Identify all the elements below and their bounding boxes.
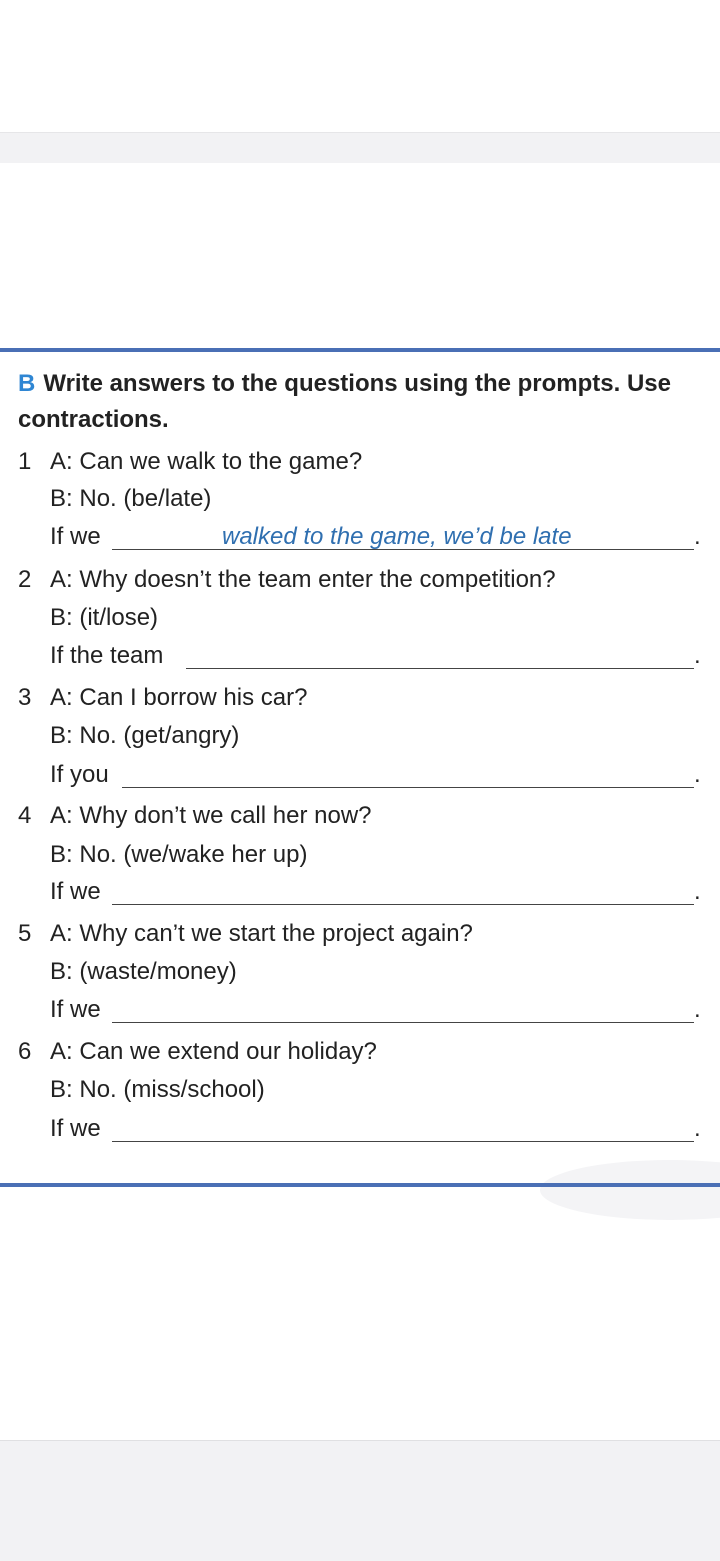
answer-stem: If we bbox=[50, 1115, 101, 1142]
prompt-text: No. (be/late) bbox=[79, 485, 212, 512]
prompt-text: (it/lose) bbox=[79, 604, 159, 631]
question-text: Why don’t we call her now? bbox=[79, 802, 372, 829]
question-line bbox=[50, 1037, 377, 1067]
speaker-b-label: B: bbox=[50, 722, 73, 749]
answer-period: . bbox=[694, 642, 701, 669]
answer-stem: If you bbox=[50, 761, 109, 788]
question-line bbox=[50, 801, 372, 831]
question-line bbox=[50, 565, 556, 595]
bottom-blue-rule bbox=[0, 1183, 720, 1187]
answer-text: walked to the game, we’d be late bbox=[222, 523, 572, 550]
answer-stem: If we bbox=[50, 996, 101, 1023]
answer-period: . bbox=[694, 996, 701, 1023]
speaker-a-label: A: bbox=[50, 684, 73, 711]
prompt-text: No. (miss/school) bbox=[79, 1076, 265, 1103]
top-gray-band bbox=[0, 132, 720, 163]
answer-blank[interactable] bbox=[186, 668, 694, 669]
speaker-b-label: B: bbox=[50, 1076, 73, 1103]
question-text: Can we walk to the game? bbox=[79, 448, 363, 475]
answer-period: . bbox=[694, 1115, 701, 1142]
exercise-instruction: Write answers to the questions using the prompts. Use contractions. bbox=[18, 370, 671, 433]
exercise-heading bbox=[18, 366, 708, 438]
answer-period: . bbox=[694, 878, 701, 905]
speaker-a-label: A: bbox=[50, 1038, 73, 1065]
exercise-letter: B bbox=[18, 370, 36, 397]
answer-blank[interactable] bbox=[112, 1022, 694, 1023]
speaker-a-label: A: bbox=[50, 802, 73, 829]
answer-period: . bbox=[694, 761, 701, 788]
answer-stem: If we bbox=[50, 878, 101, 905]
item-number: 6 bbox=[18, 1038, 32, 1065]
answer-blank[interactable] bbox=[112, 1141, 694, 1142]
question-line bbox=[50, 919, 473, 949]
prompt-line bbox=[50, 484, 211, 514]
prompt-line bbox=[50, 721, 239, 751]
answer-blank[interactable] bbox=[112, 904, 694, 905]
item-number: 2 bbox=[18, 566, 32, 593]
question-text: Can I borrow his car? bbox=[79, 684, 308, 711]
speaker-a-label: A: bbox=[50, 920, 73, 947]
item-number: 3 bbox=[18, 684, 32, 711]
item-number: 1 bbox=[18, 448, 32, 475]
question-text: Can we extend our holiday? bbox=[79, 1038, 377, 1065]
speaker-a-label: A: bbox=[50, 448, 73, 475]
speaker-a-label: A: bbox=[50, 566, 73, 593]
speaker-b-label: B: bbox=[50, 604, 73, 631]
question-text: Why can’t we start the project again? bbox=[79, 920, 473, 947]
prompt-text: (waste/money) bbox=[79, 958, 237, 985]
speaker-b-label: B: bbox=[50, 485, 73, 512]
answer-blank[interactable] bbox=[122, 787, 694, 788]
question-line bbox=[50, 447, 362, 477]
prompt-text: No. (we/wake her up) bbox=[79, 841, 308, 868]
item-number: 4 bbox=[18, 802, 32, 829]
question-line bbox=[50, 683, 307, 713]
speaker-b-label: B: bbox=[50, 958, 73, 985]
speaker-b-label: B: bbox=[50, 841, 73, 868]
prompt-line bbox=[50, 957, 237, 987]
page-curl-shadow bbox=[540, 1160, 720, 1220]
answer-period: . bbox=[694, 523, 701, 550]
prompt-line bbox=[50, 1075, 265, 1105]
prompt-line bbox=[50, 840, 307, 870]
answer-stem: If the team bbox=[50, 642, 164, 669]
bottom-gray-band bbox=[0, 1440, 720, 1561]
top-blue-rule bbox=[0, 348, 720, 352]
item-number: 5 bbox=[18, 920, 32, 947]
answer-stem: If we bbox=[50, 523, 101, 550]
question-text: Why doesn’t the team enter the competition? bbox=[79, 566, 556, 593]
prompt-line bbox=[50, 603, 158, 633]
prompt-text: No. (get/angry) bbox=[79, 722, 240, 749]
